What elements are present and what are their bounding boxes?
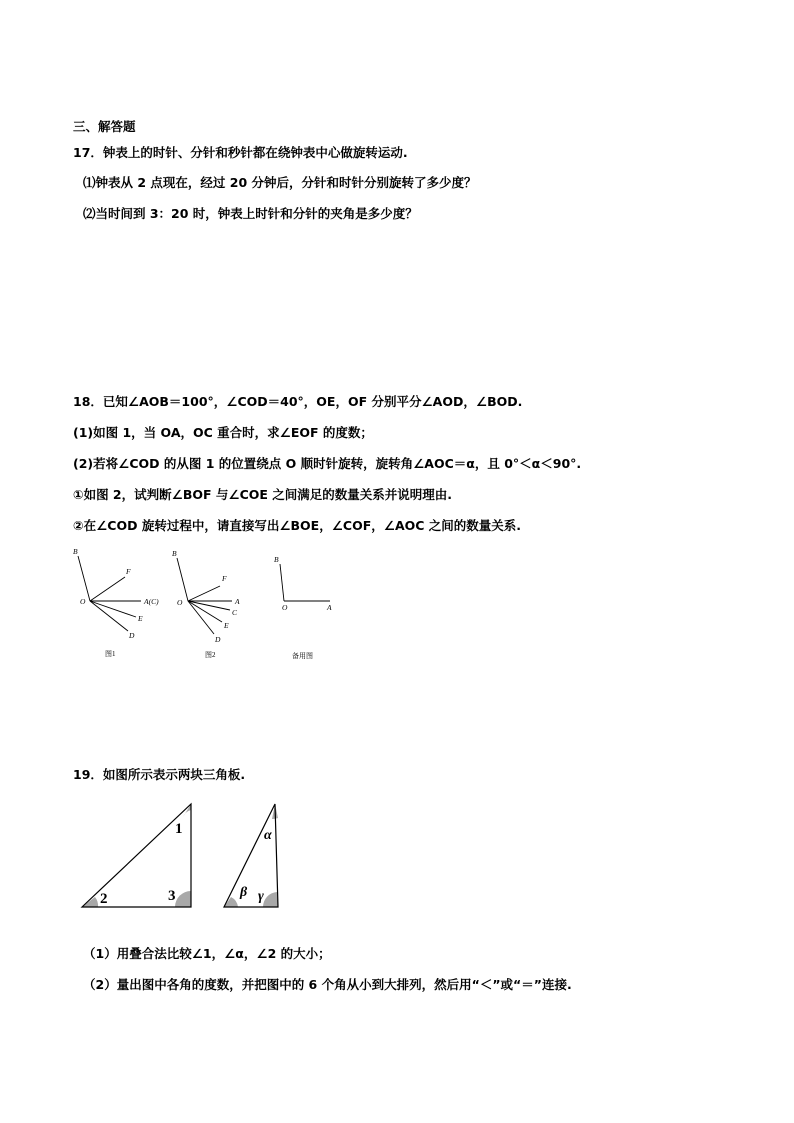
angle-beta-label: β [240, 885, 248, 900]
figure-2 [168, 546, 268, 664]
angle-3-label: 3 [168, 888, 176, 904]
angle-2-label: 2 [100, 891, 108, 907]
label-b: B [172, 549, 177, 558]
label-e: E [138, 614, 143, 623]
question-18-sub-2: ②在∠COD 旋转过程中，请直接写出∠BOE，∠COF，∠AOC 之间的数量关系. [73, 518, 522, 533]
figure-spare-caption: 备用图 [292, 652, 313, 660]
label-f: F [222, 574, 227, 583]
question-17-part-2: ⑵当时间到 3：20 时，钟表上时针和分针的夹角是多少度？ [83, 206, 418, 221]
figure-1 [68, 546, 168, 664]
question-18-sub-1: ①如图 2，试判断∠BOF 与∠COE 之间满足的数量关系并说明理由. [73, 487, 453, 502]
label-o: O [177, 598, 183, 607]
question-17-stem: 17．钟表上的时针、分针和秒针都在绕钟表中心做旋转运动. [73, 145, 408, 160]
figure-2-caption: 图2 [205, 651, 216, 659]
triangle-boards-figure [70, 796, 290, 914]
label-c: C [232, 608, 238, 617]
section-heading: 三、解答题 [73, 119, 136, 134]
label-a: A [235, 597, 240, 606]
label-b: B [274, 555, 279, 564]
figure-spare [270, 546, 350, 664]
label-a-c: A(C) [144, 597, 159, 606]
angle-alpha-label: α [264, 828, 272, 843]
question-19-part-2: （2）量出图中各角的度数，并把图中的 6 个角从小到大排列，然后用“＜”或“＝”连接. [83, 977, 572, 992]
question-18-stem: 18．已知∠AOB＝100°，∠COD＝40°，OE，OF 分别平分∠AOD，∠BOD. [73, 394, 523, 409]
label-b: B [73, 547, 78, 556]
angle-gamma-label: γ [258, 889, 264, 904]
question-19-part-1: （1）用叠合法比较∠1，∠α，∠2 的大小； [83, 946, 331, 961]
figure-1-caption: 图1 [105, 650, 116, 658]
label-e: E [224, 621, 229, 630]
angle-1-label: 1 [175, 821, 183, 837]
label-o: O [80, 597, 86, 606]
label-d: D [215, 635, 221, 644]
label-o: O [282, 603, 288, 612]
question-17-part-1: ⑴钟表从 2 点现在，经过 20 分钟后，分针和时针分别旋转了多少度？ [83, 175, 477, 190]
label-f: F [126, 567, 131, 576]
label-d: D [129, 631, 135, 640]
label-a: A [327, 603, 332, 612]
question-18-part-2: (2)若将∠COD 的从图 1 的位置绕点 O 顺时针旋转，旋转角∠AOC＝α，且 0°＜α＜90°. [73, 456, 582, 471]
question-18-part-1: (1)如图 1，当 OA，OC 重合时，求∠EOF 的度数； [73, 425, 373, 440]
question-19-stem: 19．如图所示表示两块三角板. [73, 767, 246, 782]
